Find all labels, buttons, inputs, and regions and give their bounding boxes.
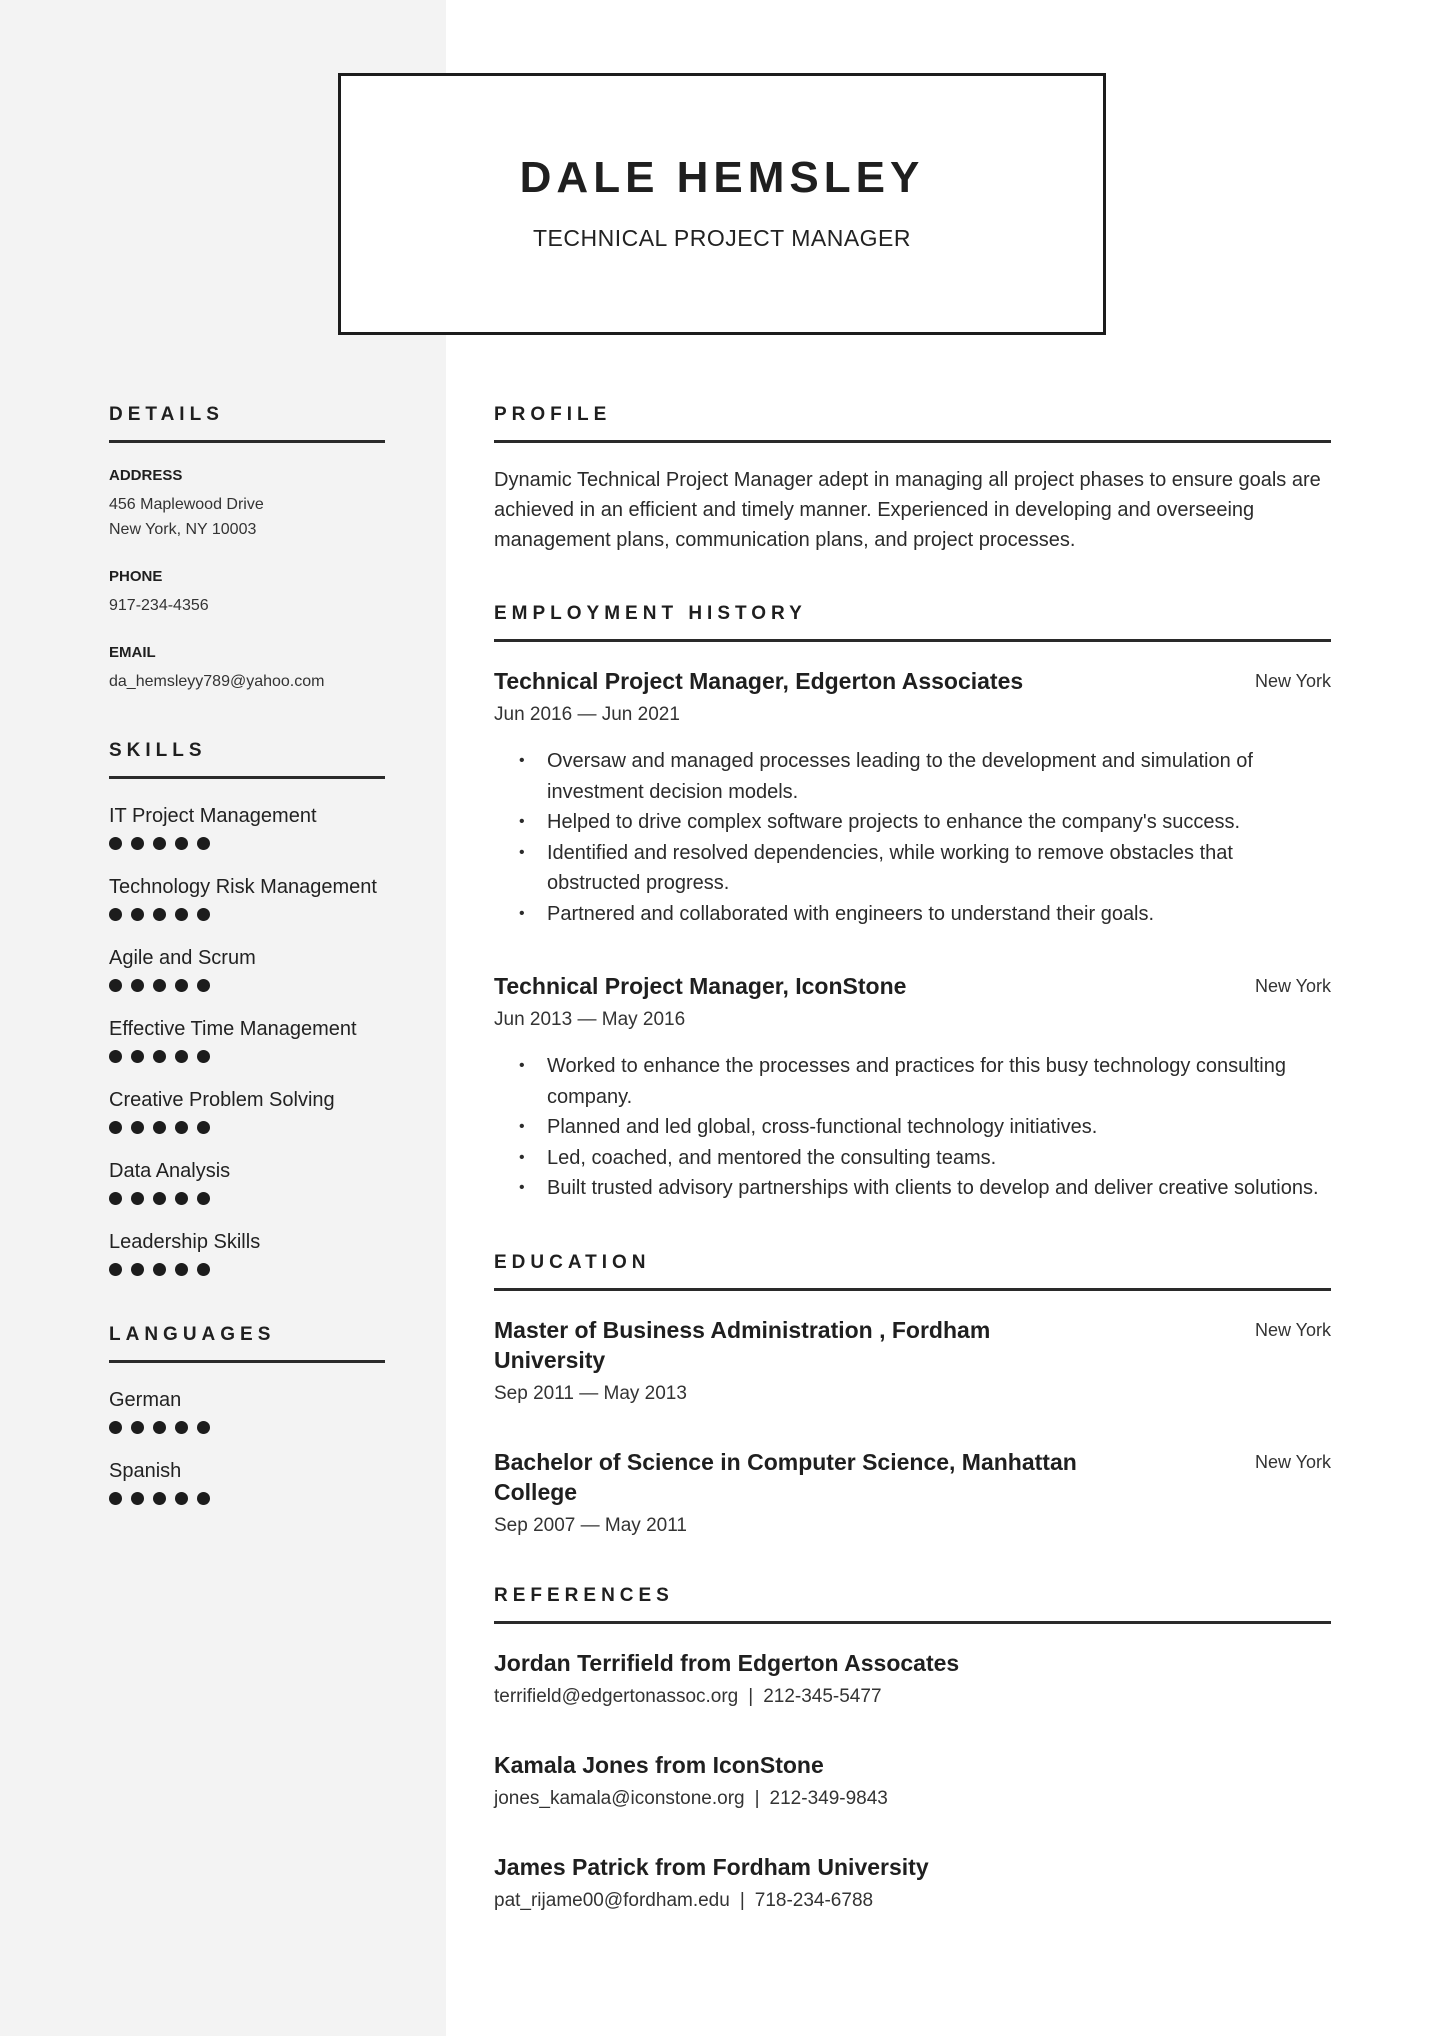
job-dates: Jun 2016 — Jun 2021	[494, 704, 680, 725]
rating-dot	[109, 979, 122, 992]
language-item	[109, 1458, 385, 1505]
rating-dot	[175, 837, 188, 850]
education-entry	[494, 1447, 1331, 1537]
rating-dot	[197, 1192, 210, 1205]
job-bullets	[494, 1051, 1331, 1204]
rating-dot	[153, 1263, 166, 1276]
resume-name: DALE HEMSLEY	[519, 153, 925, 202]
left-column	[109, 404, 385, 1505]
reference-contact	[494, 1686, 1331, 1708]
skill-item	[109, 803, 385, 850]
rating-dot	[131, 1263, 144, 1276]
rating-dot	[109, 837, 122, 850]
reference-separator: |	[754, 1787, 760, 1809]
skill-rating	[109, 837, 385, 850]
rating-dot	[131, 1192, 144, 1205]
rating-dot	[109, 1421, 122, 1434]
job-bullet: • Led, coached, and mentored the consulting teams.	[494, 1143, 1331, 1174]
rating-dot	[197, 1121, 210, 1134]
rating-dot	[197, 1421, 210, 1434]
rating-dot	[131, 1050, 144, 1063]
rating-dot	[153, 1192, 166, 1205]
education-location: New York	[1254, 1319, 1331, 1340]
reference-contact	[494, 1788, 1331, 1810]
education-location: New York	[1254, 1451, 1331, 1472]
education-dates: Sep 2011 — May 2013	[494, 1382, 687, 1404]
job-bullet: • Partnered and collaborated with engineers to understand their goals.	[494, 899, 1331, 930]
education-heading: EDUCATION	[494, 1252, 1331, 1291]
skill-item	[109, 874, 385, 921]
skill-name: Creative Problem Solving	[109, 1089, 335, 1111]
reference-email: jones_kamala@iconstone.org	[494, 1787, 745, 1809]
address-line-2: New York, NY 10003	[109, 521, 257, 538]
rating-dot	[109, 1492, 122, 1505]
phone-label: PHONE	[109, 568, 163, 585]
rating-dot	[175, 1263, 188, 1276]
rating-dot	[175, 1421, 188, 1434]
skill-rating	[109, 1121, 385, 1134]
rating-dot	[197, 908, 210, 921]
phone-value: 917-234-4356	[109, 597, 209, 614]
job-bullet: • Built trusted advisory partnerships with clients to develop and deliver creative solutions.	[494, 1173, 1331, 1204]
resume-job-title: TECHNICAL PROJECT MANAGER	[533, 225, 911, 251]
reference-email: pat_rijame00@fordham.edu	[494, 1889, 730, 1911]
rating-dot	[153, 837, 166, 850]
rating-dot	[131, 908, 144, 921]
rating-dot	[153, 979, 166, 992]
profile-heading: PROFILE	[494, 404, 1331, 443]
skill-name: Effective Time Management	[109, 1018, 357, 1040]
language-item	[109, 1387, 385, 1434]
address-line-1: 456 Maplewood Drive	[109, 496, 264, 513]
rating-dot	[175, 908, 188, 921]
rating-dot	[153, 1492, 166, 1505]
rating-dot	[197, 1050, 210, 1063]
skills-heading: SKILLS	[109, 740, 385, 779]
rating-dot	[153, 1421, 166, 1434]
job-bullet: • Identified and resolved dependencies, while working to remove obstacles that obstructed progress.	[494, 838, 1331, 899]
rating-dot	[153, 1050, 166, 1063]
skill-name: IT Project Management	[109, 805, 317, 827]
reference-entry	[494, 1648, 1331, 1708]
reference-separator: |	[739, 1889, 745, 1911]
skill-item	[109, 1158, 385, 1205]
rating-dot	[131, 1492, 144, 1505]
skill-rating	[109, 1050, 385, 1063]
employment-heading: EMPLOYMENT HISTORY	[494, 603, 1331, 642]
job-bullet: • Helped to drive complex software projects to enhance the company's success.	[494, 807, 1331, 838]
skill-rating	[109, 1263, 385, 1276]
rating-dot	[197, 979, 210, 992]
languages-heading: LANGUAGES	[109, 1324, 385, 1363]
rating-dot	[175, 1492, 188, 1505]
right-column	[494, 404, 1331, 1912]
job-location: New York	[1254, 976, 1331, 996]
rating-dot	[175, 1121, 188, 1134]
reference-phone: 212-349-9843	[769, 1787, 888, 1809]
job-entry	[494, 971, 1331, 1204]
reference-separator: |	[748, 1685, 754, 1707]
skill-rating	[109, 1192, 385, 1205]
address-value	[109, 492, 385, 542]
rating-dot	[175, 1050, 188, 1063]
email-value: da_hemsleyy789@yahoo.com	[109, 673, 325, 690]
rating-dot	[131, 979, 144, 992]
job-bullet: • Planned and led global, cross-functional technology initiatives.	[494, 1112, 1331, 1143]
education-dates: Sep 2007 — May 2011	[494, 1514, 687, 1536]
address-label: ADDRESS	[109, 467, 183, 484]
rating-dot	[131, 837, 144, 850]
rating-dot	[153, 1121, 166, 1134]
profile-text: Dynamic Technical Project Manager adept in managing all project phases to ensure goals are achieved in an efficient and timely manner. Experienced in developing and overseeing management plans, communication plans, and project processes.	[494, 469, 1321, 551]
rating-dot	[109, 1263, 122, 1276]
job-bullet: • Worked to enhance the processes and practices for this busy technology consulting company.	[494, 1051, 1331, 1112]
languages-list	[109, 1387, 385, 1505]
skill-item	[109, 945, 385, 992]
skill-rating	[109, 979, 385, 992]
job-bullets	[494, 746, 1331, 929]
skill-item	[109, 1016, 385, 1063]
reference-name: James Patrick from Fordham University	[494, 1853, 929, 1880]
reference-email: terrifield@edgertonassoc.org	[494, 1685, 739, 1707]
rating-dot	[131, 1421, 144, 1434]
details-heading: DETAILS	[109, 404, 385, 443]
reference-entry	[494, 1852, 1331, 1912]
skill-name: Leadership Skills	[109, 1231, 261, 1253]
rating-dot	[197, 1492, 210, 1505]
rating-dot	[109, 1050, 122, 1063]
skill-name: Agile and Scrum	[109, 947, 256, 969]
rating-dot	[131, 1121, 144, 1134]
education-entry	[494, 1315, 1331, 1405]
reference-phone: 718-234-6788	[754, 1889, 874, 1911]
language-name: Spanish	[109, 1460, 182, 1482]
job-location: New York	[1254, 671, 1331, 691]
skill-item	[109, 1087, 385, 1134]
job-bullet: • Oversaw and managed processes leading to the development and simulation of investment decision models.	[494, 746, 1331, 807]
rating-dot	[109, 1192, 122, 1205]
references-heading: REFERENCES	[494, 1585, 1331, 1624]
education-degree: Bachelor of Science in Computer Science, Manhattan College	[494, 1448, 1077, 1505]
email-label: EMAIL	[109, 644, 156, 661]
rating-dot	[197, 1263, 210, 1276]
rating-dot	[175, 1192, 188, 1205]
name-header-box	[338, 73, 1106, 335]
reference-name: Jordan Terrifield from Edgerton Assocates	[494, 1649, 960, 1676]
skills-list	[109, 803, 385, 1276]
language-rating	[109, 1492, 385, 1505]
rating-dot	[153, 908, 166, 921]
reference-contact	[494, 1890, 1331, 1912]
reference-name: Kamala Jones from IconStone	[494, 1751, 824, 1778]
job-title: Technical Project Manager, IconStone	[494, 973, 907, 999]
education-degree: Master of Business Administration , Fordham University	[494, 1316, 991, 1373]
job-entry	[494, 666, 1331, 929]
skill-item	[109, 1229, 385, 1276]
rating-dot	[197, 837, 210, 850]
job-dates: Jun 2013 — May 2016	[494, 1009, 686, 1030]
skill-rating	[109, 908, 385, 921]
reference-entry	[494, 1750, 1331, 1810]
job-title: Technical Project Manager, Edgerton Associates	[494, 668, 1024, 694]
language-name: German	[109, 1389, 182, 1411]
rating-dot	[109, 1121, 122, 1134]
rating-dot	[109, 908, 122, 921]
reference-phone: 212-345-5477	[763, 1685, 882, 1707]
skill-name: Technology Risk Management	[109, 876, 377, 898]
rating-dot	[175, 979, 188, 992]
language-rating	[109, 1421, 385, 1434]
skill-name: Data Analysis	[109, 1160, 231, 1182]
